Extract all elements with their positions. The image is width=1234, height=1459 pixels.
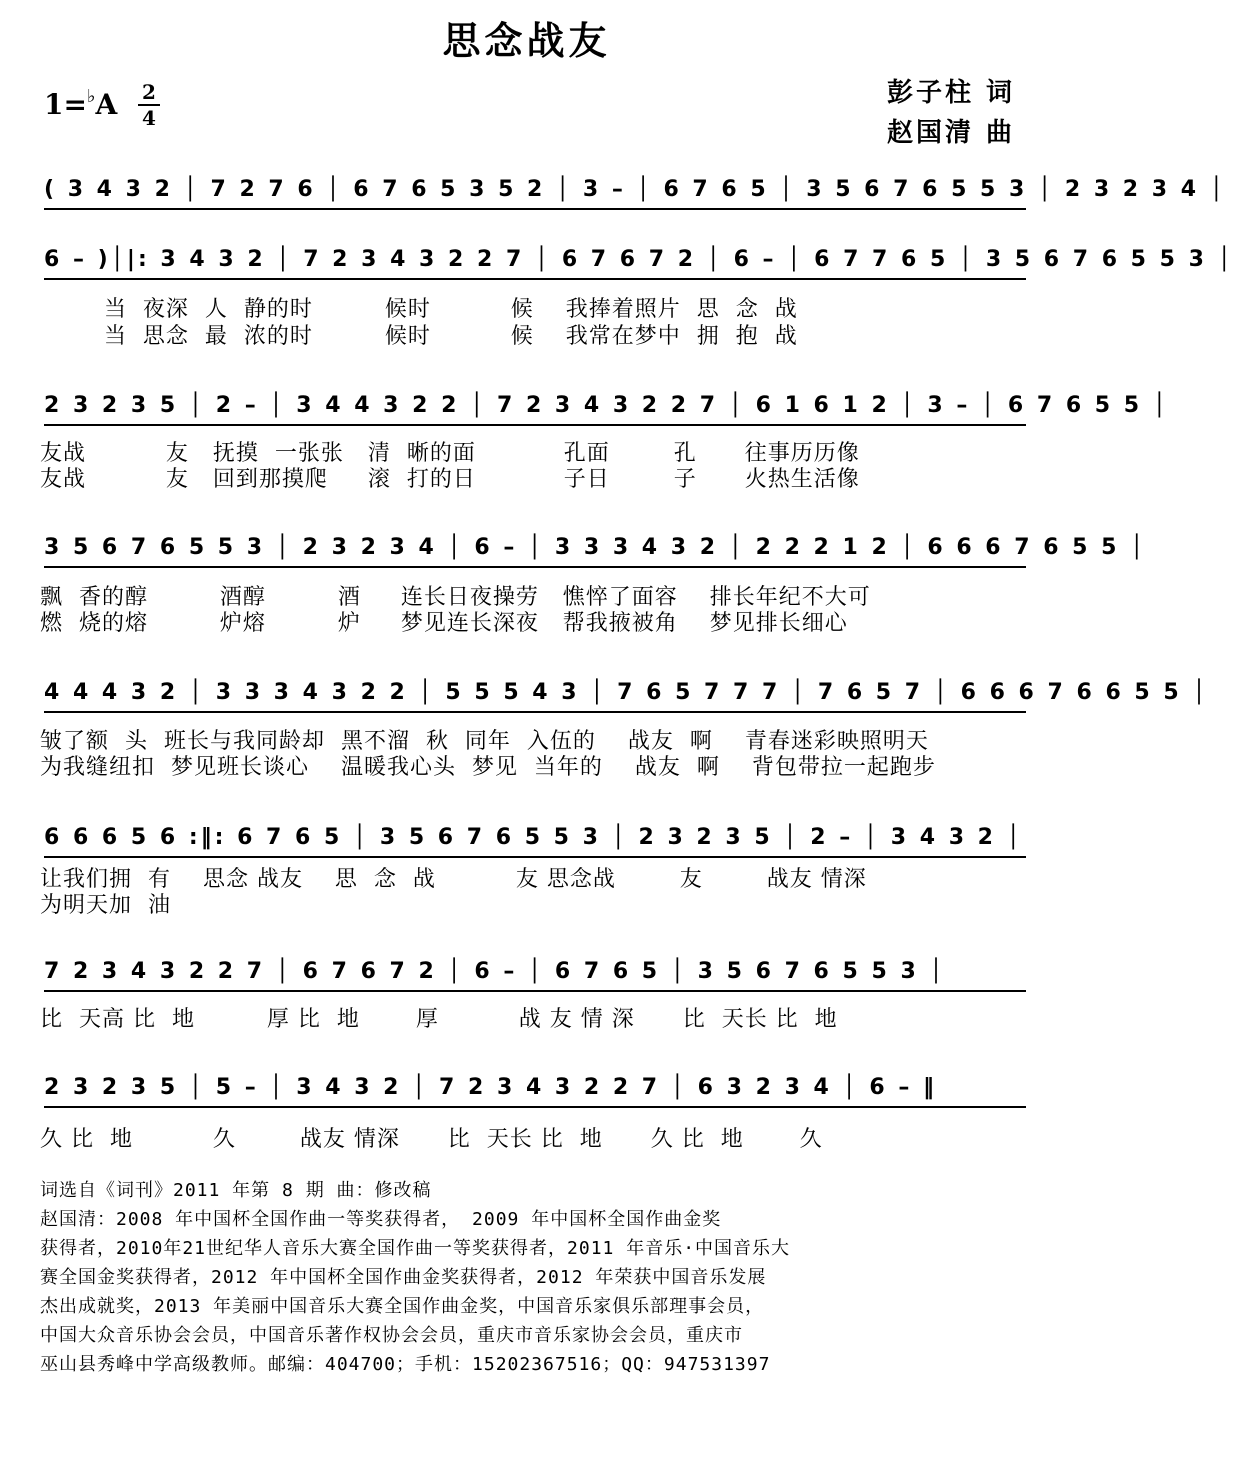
notes-line: 赛全国金奖获得者，2012 年中国杯全国作曲金奖获得者，2012 年荣获中国音乐发展	[40, 1267, 767, 1288]
flat-symbol: ♭	[86, 86, 96, 107]
time-signature-bottom: 4	[142, 106, 156, 130]
notes-line: 中国大众音乐协会会员，中国音乐著作权协会会员，重庆市音乐家协会会员，重庆市	[40, 1325, 743, 1346]
lyrics-verse-2: 友战 友 回到那摸爬 滚 打的日 子日 子 火热生活像	[40, 467, 860, 492]
lyrics-line: 久 比 地 久 战友 情深 比 天长 比 地 久 比 地 久	[40, 1127, 823, 1152]
notes-line: 巫山县秀峰中学高级教师。邮编：404700；手机：15202367516；QQ：947531397	[40, 1354, 771, 1375]
lyrics-verse-1: 友战 友 抚摸 一张张 清 晰的面 孔面 孔 往事历历像	[40, 441, 860, 466]
notation-line: ( 3 4 3 2 │ 7 2 7 6 │ 6 7 6 5 3 5 2 │ 3 – │ 6 7 6 5 │ 3 5 6 7 6 5 5 3 │ 2 3 2 3 4 │	[44, 177, 1226, 202]
beam-line	[44, 278, 1026, 282]
time-signature	[138, 82, 160, 128]
music-system-8	[44, 1068, 1026, 1108]
notation-line: 2 3 2 3 5 │ 2 – │ 3 4 4 3 2 2 │ 7 2 3 4 3 2 2 7 │ 6 1 6 1 2 │ 3 – │ 6 7 6 5 5 │	[44, 393, 1169, 418]
notes-line: 赵国清：2008 年中国杯全国作曲一等奖获得者， 2009 年中国杯全国作曲金奖	[40, 1209, 722, 1230]
music-system-7	[44, 952, 1026, 992]
beam-line	[44, 1106, 1026, 1110]
music-system-5	[44, 673, 1209, 713]
notation-line: 7 2 3 4 3 2 2 7 │ 6 7 6 7 2 │ 6 – │ 6 7 6 5 │ 3 5 6 7 6 5 5 3 │	[44, 959, 946, 984]
notes-line: 杰出成就奖，2013 年美丽中国音乐大赛全国作曲金奖，中国音乐家俱乐部理事会员，	[40, 1296, 765, 1317]
lyrics-verse-2: 当 思念 最 浓的时 候时 候 我常在梦中 拥 抱 战	[40, 324, 798, 349]
key-label: 1=	[44, 88, 87, 121]
notation-line: 3 5 6 7 6 5 5 3 │ 2 3 2 3 4 │ 6 – │ 3 3 3 4 3 2 │ 2 2 2 1 2 │ 6 6 6 7 6 5 5 │	[44, 535, 1147, 560]
lyrics-verse-1: 让我们拥 有 思念 战友 思 念 战 友 思念战 友 战友 情深	[40, 867, 867, 892]
beam-line	[44, 208, 1026, 212]
lyrics-verse-1: 皱了额 头 班长与我同龄却 黑不溜 秋 同年 入伍的 战友 啊 青春迷彩映照明天	[40, 729, 929, 754]
beam-line	[44, 990, 1026, 994]
lyrics-verse-2: 燃 烧的熔 炉熔 炉 梦见连长深夜 帮我掖被角 梦见排长细心	[40, 611, 848, 636]
beam-line	[44, 566, 1026, 570]
music-system-2	[44, 240, 1234, 280]
composer-notes	[40, 1176, 1015, 1379]
notes-line: 获得者，2010年21世纪华人音乐大赛全国作曲一等奖获得者，2011 年音乐·中国音乐大	[40, 1238, 791, 1259]
beam-line	[44, 424, 1026, 428]
lyrics-verse-1: 当 夜深 人 静的时 候时 候 我捧着照片 思 念 战	[40, 297, 798, 322]
composer-credit: 赵国清 曲	[886, 118, 1015, 148]
notation-line: 2 3 2 3 5 │ 5 – │ 3 4 3 2 │ 7 2 3 4 3 2 2 7 │ 6 3 2 3 4 │ 6 – ‖	[44, 1075, 938, 1100]
lyrics-verse-2: 为我缝纽扣 梦见班长谈心 温暖我心头 梦见 当年的 战友 啊 背包带拉一起跑步	[40, 755, 936, 780]
music-system-4	[44, 528, 1147, 568]
notation-line: 6 – )│|: 3 4 3 2 │ 7 2 3 4 3 2 2 7 │ 6 7 6 7 2 │ 6 – │ 6 7 7 6 5 │ 3 5 6 7 6 5 5 3 │	[44, 247, 1234, 272]
time-signature-top: 2	[142, 80, 156, 104]
music-system-1	[44, 170, 1226, 210]
key-note: A	[95, 88, 118, 121]
notation-line: 4 4 4 3 2 │ 3 3 3 4 3 2 2 │ 5 5 5 4 3 │ 7 6 5 7 7 7 │ 7 6 5 7 │ 6 6 6 7 6 6 5 5 │	[44, 680, 1209, 705]
lyrics-verse-1: 飘 香的醇 酒醇 酒 连长日夜操劳 憔悴了面容 排长年纪不大可	[40, 585, 871, 610]
lyrics-line: 比 天高 比 地 厚 比 地 厚 战 友 情 深 比 天长 比 地	[40, 1007, 838, 1032]
music-system-6	[44, 818, 1026, 858]
beam-line	[44, 711, 1026, 715]
music-system-3	[44, 386, 1169, 426]
key-signature	[44, 86, 117, 121]
notation-line: 6 6 6 5 6 :‖: 6 7 6 5 │ 3 5 6 7 6 5 5 3 │ 2 3 2 3 5 │ 2 – │ 3 4 3 2 │	[44, 825, 1023, 850]
lyrics-verse-2: 为明天加 油	[40, 893, 171, 918]
song-title: 思念战友	[442, 18, 611, 63]
beam-line	[44, 856, 1026, 860]
notes-line: 词选自《词刊》2011 年第 8 期 曲：修改稿	[40, 1180, 432, 1201]
lyricist-credit: 彭子柱 词	[886, 78, 1015, 108]
